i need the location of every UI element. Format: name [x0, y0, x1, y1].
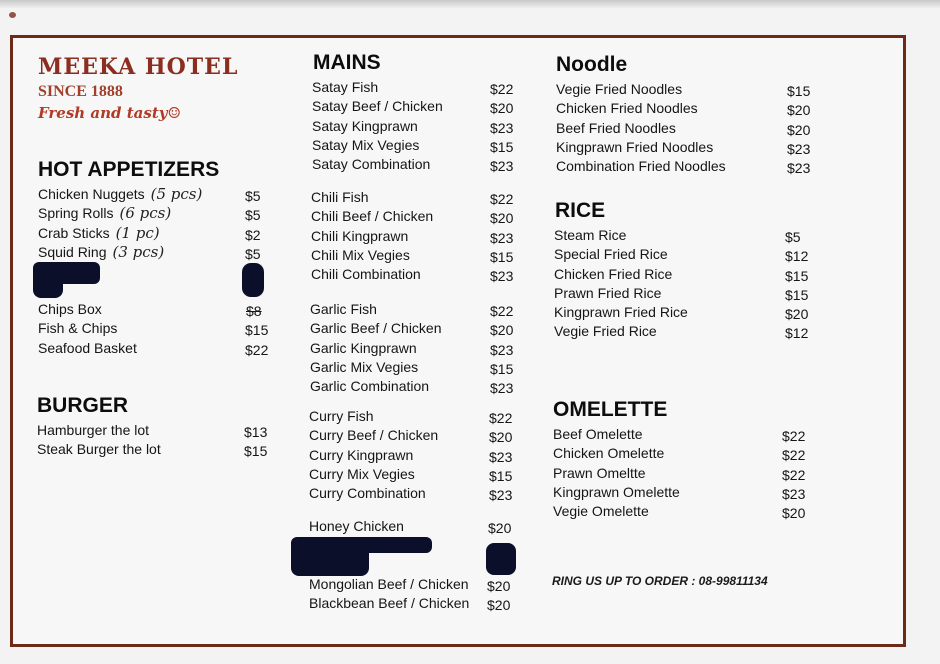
menu-item: Hamburger the lot $13	[37, 422, 268, 440]
menu-item: Blackbean Beef / Chicken $20	[309, 595, 511, 614]
menu-item: Beef Fried Noodles $20	[556, 119, 811, 138]
omelette-list	[553, 425, 813, 521]
item-price: $23	[787, 160, 811, 177]
item-name: Squid Ring	[38, 243, 107, 260]
smiley-icon: ☺	[167, 104, 181, 122]
menu-item: Combination Fried Noodles $23	[556, 158, 811, 177]
menu-item: Vegie Fried Rice $12	[554, 323, 809, 342]
item-price: $15	[489, 467, 513, 484]
menu-item: Curry Beef / Chicken $20	[309, 427, 513, 446]
menu-item: Chili Fish $22	[311, 189, 514, 207]
section-title-burger: BURGER	[37, 394, 129, 417]
item-price: $20	[488, 520, 512, 536]
tagline	[38, 104, 181, 122]
hotel-name: MEEKA HOTEL	[38, 54, 239, 80]
redaction-mark	[291, 545, 369, 576]
menu-item: Fish & Chips $15	[38, 320, 269, 339]
menu-item: Garlic Mix Vegies $15	[310, 358, 514, 377]
item-price: $23	[782, 485, 806, 502]
item-price: $20	[782, 505, 806, 522]
item-price: $20	[490, 322, 514, 339]
menu-item: Garlic Combination $23	[310, 378, 514, 397]
item-price: $5	[245, 207, 261, 224]
item-price: $23	[787, 140, 811, 157]
menu-item: Prawn Fried Rice $15	[554, 284, 809, 303]
tagline-text: Fresh and tasty	[38, 104, 168, 122]
item-price: $23	[490, 380, 514, 397]
menu-item: Honey Chicken $20	[309, 518, 512, 536]
menu-item: Chili Combination $23	[311, 266, 514, 285]
handwritten-note: (6 pcs)	[119, 204, 172, 223]
item-price: $15	[785, 286, 809, 303]
menu-item: Kingprawn Omelette $23	[553, 483, 806, 502]
paper-edge	[0, 0, 940, 8]
item-price: $22	[245, 341, 269, 358]
since-label: SINCE 1888	[38, 83, 123, 100]
mains-garlic-list	[310, 300, 520, 396]
menu-item: Satay Fish $22	[312, 79, 514, 97]
item-price: $15	[490, 360, 514, 377]
item-price: $15	[490, 138, 514, 155]
burger-list	[37, 421, 277, 460]
item-price: $20	[787, 102, 811, 119]
handwritten-note: (3 pcs)	[112, 242, 165, 261]
item-price: $23	[490, 268, 514, 285]
item-name: Chicken Nuggets	[38, 186, 145, 202]
mains-chili-list	[311, 188, 521, 284]
item-price: $20	[785, 306, 809, 323]
menu-item: Chili Beef / Chicken $20	[311, 208, 514, 227]
item-price: $23	[489, 487, 513, 504]
ink-smudge	[9, 12, 16, 18]
menu-item: Chicken Omelette $22	[553, 445, 806, 464]
menu-item: Curry Mix Vegies $15	[309, 465, 513, 484]
hot-appetizers-list-2	[38, 300, 278, 358]
menu-item: Garlic Kingprawn $23	[310, 339, 514, 358]
menu-item: Mongolian Beef / Chicken $20	[309, 576, 511, 594]
item-price: $20	[490, 100, 514, 117]
item-price: $20	[787, 121, 811, 138]
item-price: $20	[487, 578, 511, 594]
menu-item: Satay Mix Vegies $15	[312, 136, 514, 155]
section-title-rice: RICE	[555, 199, 606, 222]
item-price: $15	[785, 267, 809, 284]
menu-item: Beef Omelette $22	[553, 426, 806, 444]
menu-item: Curry Fish $22	[309, 408, 513, 426]
item-price: $12	[785, 248, 809, 265]
item-price: $15	[490, 248, 514, 265]
mains-satay-list	[312, 78, 522, 174]
redaction-mark	[486, 543, 516, 575]
item-price: $22	[490, 191, 514, 207]
menu-item	[38, 185, 278, 204]
menu-item: Satay Kingprawn $23	[312, 117, 514, 136]
item-price: $23	[489, 448, 513, 465]
item-price: $5	[785, 229, 801, 245]
menu-item: Prawn Omeltte $22	[553, 464, 806, 483]
menu-item: Vegie Omelette $20	[553, 503, 806, 522]
item-price: $20	[487, 597, 511, 614]
menu-item: Satay Combination $23	[312, 156, 514, 175]
menu-item: Vegie Fried Noodles $15	[556, 81, 811, 99]
item-price: $5	[245, 245, 261, 262]
item-price: $5	[245, 188, 261, 204]
item-price: $23	[490, 229, 514, 246]
redaction-mark	[242, 263, 264, 297]
item-name: Spring Rolls	[38, 205, 114, 222]
menu-item	[38, 204, 278, 223]
item-price: $8	[246, 303, 262, 319]
menu-item: Chili Kingprawn $23	[311, 227, 514, 246]
item-price: $23	[490, 341, 514, 358]
item-name: Crab Sticks	[38, 224, 110, 241]
mains-beef-list	[309, 575, 519, 614]
noodle-list	[556, 80, 816, 176]
order-phone-note: RING US UP TO ORDER : 08-99811134	[552, 574, 768, 588]
redaction-mark	[33, 270, 63, 298]
item-price: $22	[489, 410, 513, 426]
handwritten-note: (5 pcs)	[150, 185, 203, 203]
section-title-hot-appetizers: HOT APPETIZERS	[38, 158, 220, 181]
rice-list	[554, 226, 814, 342]
item-price: $22	[782, 428, 806, 444]
menu-item: Kingprawn Fried Rice $20	[554, 304, 809, 323]
menu-item: Satay Beef / Chicken $20	[312, 98, 514, 117]
handwritten-note: (1 pc)	[115, 223, 160, 242]
menu-item	[38, 243, 278, 262]
item-price: $22	[782, 447, 806, 464]
item-price: $22	[490, 81, 514, 97]
item-price: $20	[489, 429, 513, 446]
menu-item: Steak Burger the lot $15	[37, 441, 268, 460]
menu-item: Chili Mix Vegies $15	[311, 246, 514, 265]
menu-item: Curry Combination $23	[309, 485, 513, 504]
item-price: $22	[782, 466, 806, 483]
menu-item: Seafood Basket $22	[38, 339, 269, 358]
section-title-omelette: OMELETTE	[553, 398, 668, 421]
hot-appetizers-list	[38, 185, 278, 262]
menu-item: Garlic Fish $22	[310, 301, 514, 319]
menu-item: Steam Rice $5	[554, 227, 801, 245]
item-price: $23	[490, 119, 514, 136]
menu-item: Chicken Fried Rice $15	[554, 265, 809, 284]
menu-item: Chips Box $8	[38, 301, 262, 319]
menu-item	[38, 224, 278, 243]
menu-item: Special Fried Rice $12	[554, 246, 809, 265]
item-price: $15	[245, 322, 269, 339]
item-price: $15	[787, 83, 811, 99]
menu-item: Kingprawn Fried Noodles $23	[556, 138, 811, 157]
item-price: $13	[244, 424, 268, 440]
mains-curry-list	[309, 407, 519, 503]
item-price: $15	[244, 443, 268, 460]
item-price: $23	[490, 158, 514, 175]
item-price: $12	[785, 325, 809, 342]
section-title-noodle: Noodle	[556, 53, 628, 76]
menu-item: Chicken Fried Noodles $20	[556, 100, 811, 119]
item-price: $20	[490, 210, 514, 227]
item-price: $2	[245, 226, 261, 243]
item-price: $22	[490, 303, 514, 319]
menu-item: Garlic Beef / Chicken $20	[310, 320, 514, 339]
menu-item: Curry Kingprawn $23	[309, 446, 513, 465]
mains-honey-list	[309, 517, 519, 536]
section-title-mains: MAINS	[313, 51, 381, 74]
